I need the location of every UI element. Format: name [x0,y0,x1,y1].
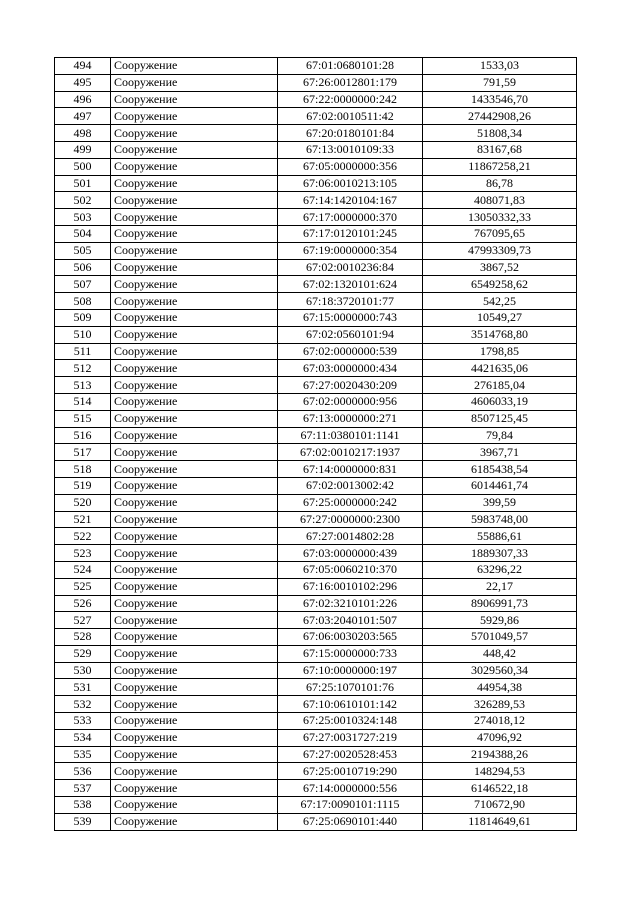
row-number-cell: 531 [55,679,111,696]
object-type-cell: Сооружение [111,444,278,461]
cadastral-number-cell: 67:22:0000000:242 [278,91,423,108]
cadastral-number-cell: 67:02:0013002:42 [278,477,423,494]
value-cell: 1533,03 [423,58,577,75]
cadastral-number-cell: 67:10:0610101:142 [278,696,423,713]
row-number-cell: 528 [55,629,111,646]
object-type-cell: Сооружение [111,729,278,746]
table-row [55,192,577,209]
value-cell: 27442908,26 [423,108,577,125]
object-type-cell: Сооружение [111,494,278,511]
object-type-cell: Сооружение [111,629,278,646]
table-row [55,377,577,394]
value-cell: 86,78 [423,175,577,192]
object-type-cell: Сооружение [111,763,278,780]
table-row [55,461,577,478]
object-type-cell: Сооружение [111,578,278,595]
row-number-cell: 505 [55,242,111,259]
value-cell: 51808,34 [423,125,577,142]
object-type-cell: Сооружение [111,225,278,242]
table-row [55,578,577,595]
cadastral-number-cell: 67:02:0560101:94 [278,326,423,343]
row-number-cell: 507 [55,276,111,293]
value-cell: 448,42 [423,645,577,662]
table-row [55,259,577,276]
row-number-cell: 538 [55,797,111,814]
table-row [55,645,577,662]
value-cell: 1798,85 [423,343,577,360]
table-row [55,713,577,730]
table-row [55,477,577,494]
table-row [55,108,577,125]
table-row [55,175,577,192]
cadastral-number-cell: 67:02:0000000:956 [278,393,423,410]
object-type-cell: Сооружение [111,511,278,528]
object-type-cell: Сооружение [111,125,278,142]
value-cell: 1889307,33 [423,545,577,562]
row-number-cell: 513 [55,377,111,394]
registry-table-body [55,58,577,831]
cadastral-number-cell: 67:17:0120101:245 [278,225,423,242]
cadastral-number-cell: 67:20:0180101:84 [278,125,423,142]
value-cell: 3967,71 [423,444,577,461]
row-number-cell: 516 [55,427,111,444]
cadastral-number-cell: 67:26:0012801:179 [278,74,423,91]
value-cell: 22,17 [423,578,577,595]
cadastral-number-cell: 67:03:0000000:434 [278,360,423,377]
value-cell: 79,84 [423,427,577,444]
table-row [55,629,577,646]
table-row [55,763,577,780]
cadastral-number-cell: 67:27:0020430:209 [278,377,423,394]
table-row [55,612,577,629]
object-type-cell: Сооружение [111,309,278,326]
object-type-cell: Сооружение [111,108,278,125]
cadastral-number-cell: 67:27:0000000:2300 [278,511,423,528]
cadastral-number-cell: 67:25:0010719:290 [278,763,423,780]
value-cell: 5983748,00 [423,511,577,528]
cadastral-number-cell: 67:14:0000000:831 [278,461,423,478]
row-number-cell: 526 [55,595,111,612]
table-row [55,780,577,797]
table-row [55,410,577,427]
object-type-cell: Сооружение [111,141,278,158]
value-cell: 11814649,61 [423,813,577,830]
value-cell: 791,59 [423,74,577,91]
value-cell: 6185438,54 [423,461,577,478]
value-cell: 274018,12 [423,713,577,730]
object-type-cell: Сооружение [111,595,278,612]
row-number-cell: 504 [55,225,111,242]
row-number-cell: 512 [55,360,111,377]
value-cell: 4421635,06 [423,360,577,377]
value-cell: 399,59 [423,494,577,511]
cadastral-number-cell: 67:06:0030203:565 [278,629,423,646]
row-number-cell: 532 [55,696,111,713]
cadastral-number-cell: 67:02:0010236:84 [278,259,423,276]
row-number-cell: 529 [55,645,111,662]
table-row [55,309,577,326]
cadastral-number-cell: 67:14:0000000:556 [278,780,423,797]
row-number-cell: 500 [55,158,111,175]
row-number-cell: 496 [55,91,111,108]
cadastral-number-cell: 67:03:2040101:507 [278,612,423,629]
row-number-cell: 498 [55,125,111,142]
row-number-cell: 523 [55,545,111,562]
cadastral-number-cell: 67:17:0000000:370 [278,209,423,226]
row-number-cell: 520 [55,494,111,511]
object-type-cell: Сооружение [111,410,278,427]
table-row [55,797,577,814]
object-type-cell: Сооружение [111,393,278,410]
table-row [55,58,577,75]
row-number-cell: 506 [55,259,111,276]
cadastral-number-cell: 67:25:0690101:440 [278,813,423,830]
table-row [55,209,577,226]
table-row [55,91,577,108]
cadastral-number-cell: 67:19:0000000:354 [278,242,423,259]
table-row [55,393,577,410]
table-row [55,74,577,91]
row-number-cell: 518 [55,461,111,478]
value-cell: 63296,22 [423,561,577,578]
object-type-cell: Сооружение [111,713,278,730]
object-type-cell: Сооружение [111,58,278,75]
cadastral-number-cell: 67:10:0000000:197 [278,662,423,679]
table-row [55,343,577,360]
value-cell: 44954,38 [423,679,577,696]
cadastral-number-cell: 67:25:0000000:242 [278,494,423,511]
table-row [55,662,577,679]
table-row [55,595,577,612]
object-type-cell: Сооружение [111,209,278,226]
value-cell: 6146522,18 [423,780,577,797]
table-row [55,125,577,142]
object-type-cell: Сооружение [111,377,278,394]
table-row [55,293,577,310]
cadastral-number-cell: 67:27:0020528:453 [278,746,423,763]
value-cell: 3514768,80 [423,326,577,343]
row-number-cell: 499 [55,141,111,158]
row-number-cell: 502 [55,192,111,209]
object-type-cell: Сооружение [111,696,278,713]
cadastral-number-cell: 67:05:0000000:356 [278,158,423,175]
value-cell: 3029560,34 [423,662,577,679]
cadastral-number-cell: 67:02:3210101:226 [278,595,423,612]
table-row [55,242,577,259]
object-type-cell: Сооружение [111,612,278,629]
table-row [55,360,577,377]
row-number-cell: 519 [55,477,111,494]
cadastral-number-cell: 67:25:0010324:148 [278,713,423,730]
row-number-cell: 521 [55,511,111,528]
cadastral-number-cell: 67:02:1320101:624 [278,276,423,293]
object-type-cell: Сооружение [111,746,278,763]
object-type-cell: Сооружение [111,74,278,91]
value-cell: 767095,65 [423,225,577,242]
cadastral-number-cell: 67:02:0010511:42 [278,108,423,125]
value-cell: 47993309,73 [423,242,577,259]
row-number-cell: 515 [55,410,111,427]
cadastral-number-cell: 67:27:0014802:28 [278,528,423,545]
row-number-cell: 536 [55,763,111,780]
table-row [55,746,577,763]
cadastral-number-cell: 67:02:0010217:1937 [278,444,423,461]
row-number-cell: 527 [55,612,111,629]
cadastral-number-cell: 67:16:0010102:296 [278,578,423,595]
cadastral-number-cell: 67:14:1420104:167 [278,192,423,209]
value-cell: 1433546,70 [423,91,577,108]
object-type-cell: Сооружение [111,427,278,444]
row-number-cell: 497 [55,108,111,125]
object-type-cell: Сооружение [111,343,278,360]
row-number-cell: 530 [55,662,111,679]
row-number-cell: 509 [55,309,111,326]
value-cell: 542,25 [423,293,577,310]
value-cell: 13050332,33 [423,209,577,226]
table-row [55,545,577,562]
value-cell: 8507125,45 [423,410,577,427]
object-type-cell: Сооружение [111,679,278,696]
table-row [55,528,577,545]
value-cell: 11867258,21 [423,158,577,175]
row-number-cell: 494 [55,58,111,75]
cadastral-number-cell: 67:25:1070101:76 [278,679,423,696]
value-cell: 710672,90 [423,797,577,814]
row-number-cell: 524 [55,561,111,578]
value-cell: 55886,61 [423,528,577,545]
row-number-cell: 534 [55,729,111,746]
object-type-cell: Сооружение [111,326,278,343]
cadastral-number-cell: 67:15:0000000:743 [278,309,423,326]
value-cell: 6549258,62 [423,276,577,293]
table-row [55,561,577,578]
value-cell: 148294,53 [423,763,577,780]
cadastral-number-cell: 67:11:0380101:1141 [278,427,423,444]
object-type-cell: Сооружение [111,797,278,814]
value-cell: 47096,92 [423,729,577,746]
object-type-cell: Сооружение [111,461,278,478]
row-number-cell: 525 [55,578,111,595]
cadastral-number-cell: 67:17:0090101:1115 [278,797,423,814]
value-cell: 3867,52 [423,259,577,276]
row-number-cell: 539 [55,813,111,830]
cadastral-number-cell: 67:05:0060210:370 [278,561,423,578]
row-number-cell: 503 [55,209,111,226]
table-row [55,813,577,830]
row-number-cell: 511 [55,343,111,360]
object-type-cell: Сооружение [111,477,278,494]
table-row [55,427,577,444]
cadastral-number-cell: 67:02:0000000:539 [278,343,423,360]
value-cell: 276185,04 [423,377,577,394]
table-row [55,141,577,158]
cadastral-number-cell: 67:01:0680101:28 [278,58,423,75]
cadastral-number-cell: 67:18:3720101:77 [278,293,423,310]
object-type-cell: Сооружение [111,528,278,545]
cadastral-number-cell: 67:13:0010109:33 [278,141,423,158]
table-row [55,511,577,528]
value-cell: 10549,27 [423,309,577,326]
row-number-cell: 514 [55,393,111,410]
value-cell: 2194388,26 [423,746,577,763]
cadastral-number-cell: 67:03:0000000:439 [278,545,423,562]
object-type-cell: Сооружение [111,645,278,662]
object-type-cell: Сооружение [111,175,278,192]
table-row [55,444,577,461]
object-type-cell: Сооружение [111,259,278,276]
row-number-cell: 535 [55,746,111,763]
value-cell: 8906991,73 [423,595,577,612]
value-cell: 326289,53 [423,696,577,713]
value-cell: 4606033,19 [423,393,577,410]
row-number-cell: 495 [55,74,111,91]
row-number-cell: 517 [55,444,111,461]
table-row [55,225,577,242]
object-type-cell: Сооружение [111,545,278,562]
row-number-cell: 501 [55,175,111,192]
row-number-cell: 537 [55,780,111,797]
cadastral-number-cell: 67:13:0000000:271 [278,410,423,427]
registry-table [54,57,577,831]
table-row [55,494,577,511]
row-number-cell: 508 [55,293,111,310]
cadastral-number-cell: 67:27:0031727:219 [278,729,423,746]
row-number-cell: 510 [55,326,111,343]
object-type-cell: Сооружение [111,662,278,679]
table-row [55,679,577,696]
value-cell: 83167,68 [423,141,577,158]
cadastral-number-cell: 67:15:0000000:733 [278,645,423,662]
value-cell: 5929,86 [423,612,577,629]
object-type-cell: Сооружение [111,242,278,259]
object-type-cell: Сооружение [111,561,278,578]
object-type-cell: Сооружение [111,192,278,209]
object-type-cell: Сооружение [111,91,278,108]
table-row [55,326,577,343]
object-type-cell: Сооружение [111,276,278,293]
row-number-cell: 522 [55,528,111,545]
table-row [55,158,577,175]
value-cell: 5701049,57 [423,629,577,646]
value-cell: 6014461,74 [423,477,577,494]
object-type-cell: Сооружение [111,780,278,797]
object-type-cell: Сооружение [111,813,278,830]
object-type-cell: Сооружение [111,360,278,377]
table-row [55,729,577,746]
table-row [55,276,577,293]
object-type-cell: Сооружение [111,158,278,175]
cadastral-number-cell: 67:06:0010213:105 [278,175,423,192]
object-type-cell: Сооружение [111,293,278,310]
table-row [55,696,577,713]
row-number-cell: 533 [55,713,111,730]
value-cell: 408071,83 [423,192,577,209]
